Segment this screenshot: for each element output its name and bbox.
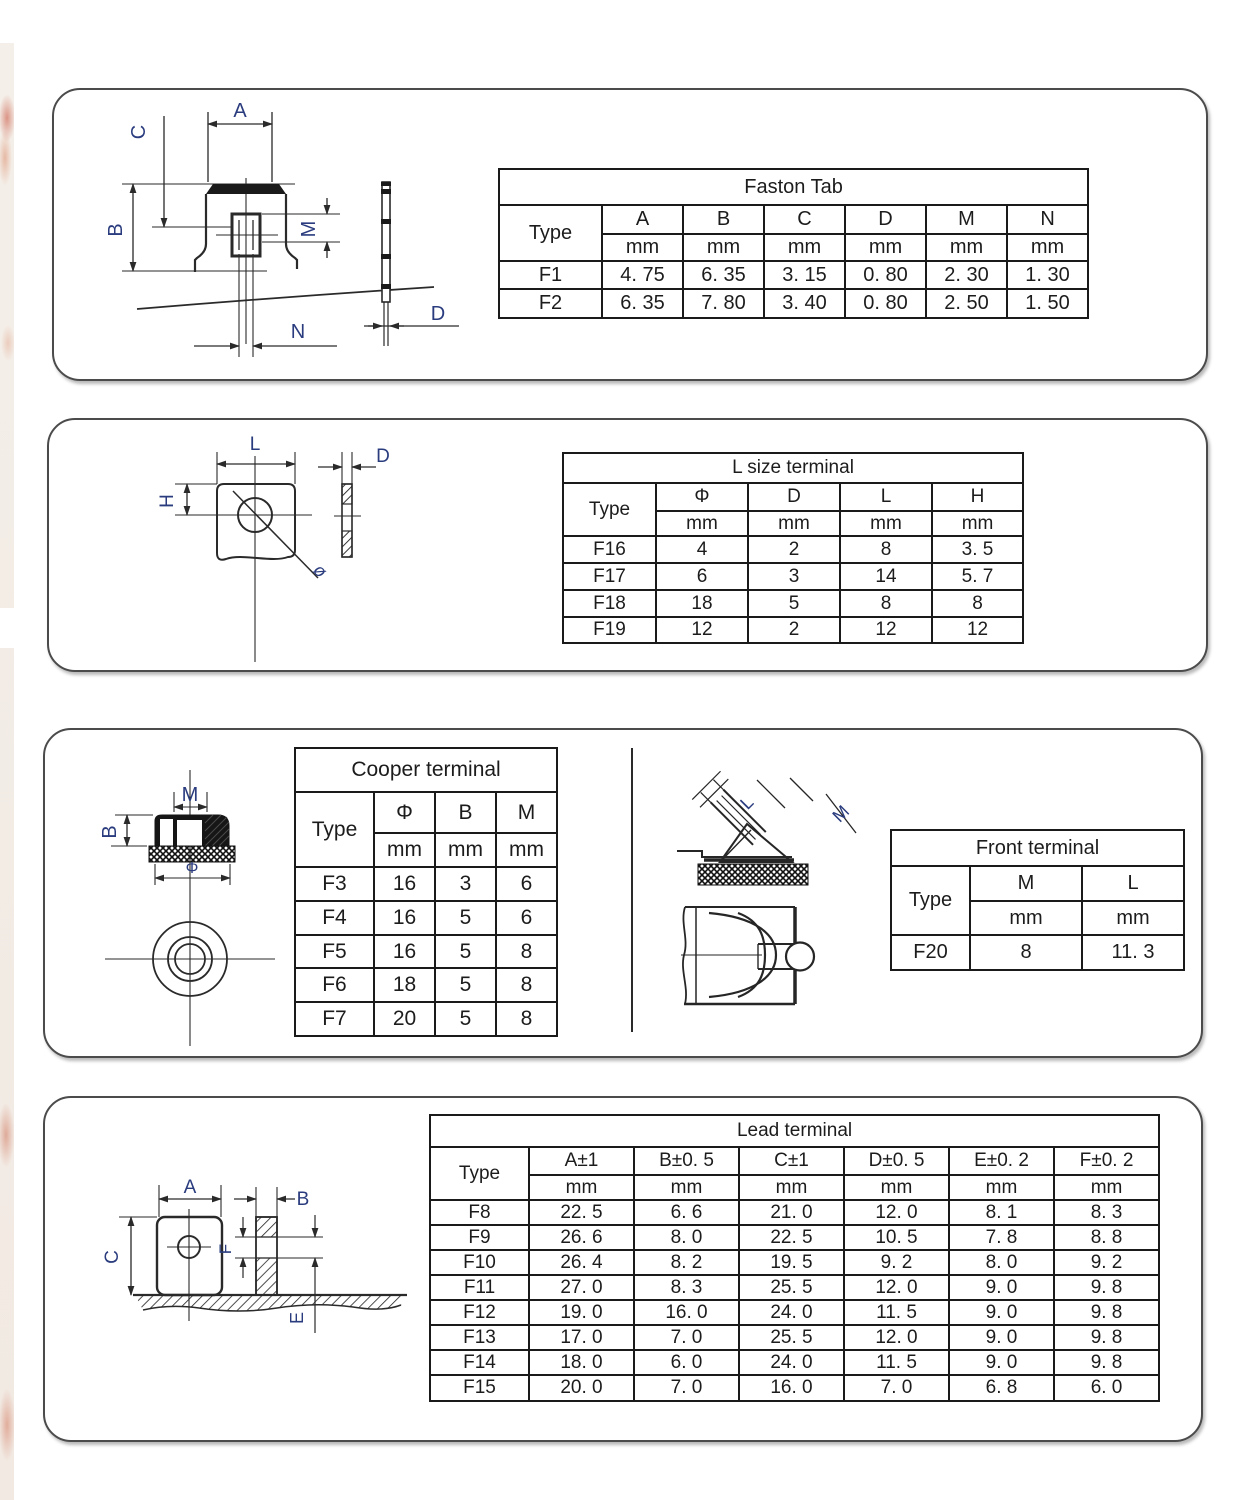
value-cell: 6. 8	[949, 1375, 1054, 1401]
dim-label-phi: ø	[309, 559, 332, 582]
value-cell: 18. 0	[529, 1350, 634, 1375]
unit-cell: mm	[748, 511, 840, 536]
table-row	[430, 1225, 1159, 1250]
table-row	[499, 289, 1088, 318]
unit-cell: mm	[970, 901, 1082, 935]
unit-cell: mm	[844, 1175, 949, 1200]
value-cell: 3	[748, 563, 840, 590]
value-cell: 3. 5	[932, 536, 1023, 563]
unit-cell: mm	[1082, 901, 1184, 935]
cooper-front-terminal-panel	[43, 728, 1203, 1058]
value-cell: 8. 0	[634, 1225, 739, 1250]
unit-cell: mm	[529, 1175, 634, 1200]
front-terminal-drawing	[654, 767, 899, 1052]
col-header: A±1	[529, 1147, 634, 1175]
value-cell: 16	[374, 901, 435, 935]
table-title-row	[891, 830, 1184, 866]
table-title-row	[295, 748, 557, 792]
unit-cell: mm	[1007, 234, 1088, 261]
value-cell: 7. 0	[634, 1375, 739, 1401]
value-cell: 6. 0	[1054, 1375, 1159, 1401]
row-type: F14	[430, 1350, 529, 1375]
col-header: C	[764, 205, 845, 234]
value-cell: 8	[840, 590, 932, 617]
value-cell: 6	[656, 563, 748, 590]
table-row	[430, 1375, 1159, 1401]
value-cell: 5	[435, 901, 496, 935]
l-size-terminal-panel	[47, 418, 1208, 672]
value-cell: 25. 5	[739, 1275, 844, 1300]
type-header: Type	[563, 483, 656, 536]
page-edge-texture	[0, 43, 14, 1500]
unit-cell: mm	[656, 511, 748, 536]
row-type: F10	[430, 1250, 529, 1275]
value-cell: 6	[496, 867, 557, 901]
value-cell: 9. 0	[949, 1325, 1054, 1350]
cooper-terminal-drawing	[97, 758, 302, 1050]
value-cell: 26. 6	[529, 1225, 634, 1250]
value-cell: 6. 35	[683, 261, 764, 289]
unit-cell: mm	[949, 1175, 1054, 1200]
dim-label-m: M	[828, 801, 854, 827]
front-terminal-table	[890, 829, 1185, 971]
value-cell: 22. 5	[529, 1200, 634, 1225]
unit-cell: mm	[435, 833, 496, 867]
col-header: C±1	[739, 1147, 844, 1175]
value-cell: 16. 0	[739, 1375, 844, 1401]
dim-label-b: B	[296, 1189, 310, 1210]
row-type: F15	[430, 1375, 529, 1401]
faston-tab-drawing	[82, 94, 492, 371]
table-row	[295, 935, 557, 968]
value-cell: 17. 0	[529, 1325, 634, 1350]
value-cell: 8. 3	[634, 1275, 739, 1300]
l-size-terminal-drawing	[132, 434, 467, 666]
value-cell: 5	[748, 590, 840, 617]
table-row	[430, 1300, 1159, 1325]
dim-label-c: C	[128, 124, 150, 140]
dim-label-d: D	[430, 303, 446, 325]
col-header: D	[748, 483, 840, 511]
table-row	[499, 261, 1088, 289]
table-title-row	[499, 169, 1088, 205]
value-cell: 12	[932, 617, 1023, 643]
value-cell: 9. 2	[1054, 1250, 1159, 1275]
value-cell: 8. 8	[1054, 1225, 1159, 1250]
value-cell: 7. 0	[844, 1375, 949, 1401]
table-row	[295, 968, 557, 1002]
row-type: F9	[430, 1225, 529, 1250]
value-cell: 1. 50	[1007, 289, 1088, 318]
row-type: F13	[430, 1325, 529, 1350]
value-cell: 12	[840, 617, 932, 643]
table-row	[430, 1350, 1159, 1375]
faston-tab-panel	[52, 88, 1208, 381]
value-cell: 9. 0	[949, 1350, 1054, 1375]
value-cell: 12. 0	[844, 1325, 949, 1350]
table-header-row	[499, 205, 1088, 234]
type-header: Type	[891, 866, 970, 935]
table-title-row	[430, 1115, 1159, 1147]
value-cell: 20	[374, 1002, 435, 1036]
value-cell: 8	[496, 968, 557, 1002]
col-header: M	[926, 205, 1007, 234]
value-cell: 1. 30	[1007, 261, 1088, 289]
value-cell: 11. 5	[844, 1300, 949, 1325]
value-cell: 3	[435, 867, 496, 901]
value-cell: 7. 80	[683, 289, 764, 318]
col-header: F±0. 2	[1054, 1147, 1159, 1175]
value-cell: 9. 0	[949, 1300, 1054, 1325]
dim-label-n: N	[290, 321, 306, 343]
col-header: D±0. 5	[844, 1147, 949, 1175]
value-cell: 3. 40	[764, 289, 845, 318]
value-cell: 7. 8	[949, 1225, 1054, 1250]
row-type: F17	[563, 563, 656, 590]
value-cell: 8. 1	[949, 1200, 1054, 1225]
value-cell: 26. 4	[529, 1250, 634, 1275]
value-cell: 8. 0	[949, 1250, 1054, 1275]
type-header: Type	[499, 205, 602, 261]
col-header: B±0. 5	[634, 1147, 739, 1175]
unit-cell: mm	[374, 833, 435, 867]
row-type: F2	[499, 289, 602, 318]
page-edge-gap	[0, 608, 14, 648]
col-header: B	[683, 205, 764, 234]
lead-terminal-panel	[43, 1096, 1203, 1442]
value-cell: 19. 5	[739, 1250, 844, 1275]
value-cell: 16	[374, 867, 435, 901]
col-header: Φ	[374, 792, 435, 833]
value-cell: 2	[748, 536, 840, 563]
value-cell: 21. 0	[739, 1200, 844, 1225]
table-row	[295, 901, 557, 935]
table-header-row	[430, 1147, 1159, 1175]
l-size-terminal-table	[562, 452, 1024, 644]
row-type: F6	[295, 968, 374, 1002]
unit-cell: mm	[739, 1175, 844, 1200]
value-cell: 10. 5	[844, 1225, 949, 1250]
value-cell: 9. 0	[949, 1275, 1054, 1300]
value-cell: 7. 0	[634, 1325, 739, 1350]
value-cell: 9. 8	[1054, 1325, 1159, 1350]
lead-terminal-drawing	[95, 1165, 420, 1385]
table-row	[891, 935, 1184, 970]
table-row	[430, 1275, 1159, 1300]
type-header: Type	[430, 1147, 529, 1200]
unit-cell: mm	[602, 234, 683, 261]
unit-row	[430, 1175, 1159, 1200]
value-cell: 14	[840, 563, 932, 590]
unit-cell: mm	[1054, 1175, 1159, 1200]
dim-label-d: D	[376, 446, 390, 467]
row-type: F19	[563, 617, 656, 643]
value-cell: 4	[656, 536, 748, 563]
value-cell: 6. 35	[602, 289, 683, 318]
value-cell: 4. 75	[602, 261, 683, 289]
table-title: Lead terminal	[430, 1115, 1159, 1147]
row-type: F1	[499, 261, 602, 289]
value-cell: 12	[656, 617, 748, 643]
table-title: Faston Tab	[499, 169, 1088, 205]
table-title: L size terminal	[563, 453, 1023, 483]
dim-label-m: M	[298, 220, 320, 238]
col-header: A	[602, 205, 683, 234]
value-cell: 5	[435, 968, 496, 1002]
value-cell: 8	[970, 935, 1082, 970]
dim-label-b: B	[99, 825, 121, 839]
value-cell: 24. 0	[739, 1300, 844, 1325]
unit-cell: mm	[840, 511, 932, 536]
unit-cell: mm	[845, 234, 926, 261]
faston-tab-table	[498, 168, 1089, 319]
value-cell: 16. 0	[634, 1300, 739, 1325]
value-cell: 9. 2	[844, 1250, 949, 1275]
dim-label-e: E	[287, 1311, 307, 1325]
cooper-terminal-table	[294, 747, 558, 1037]
row-type: F5	[295, 935, 374, 968]
col-header: M	[970, 866, 1082, 901]
dim-label-c: C	[102, 1250, 123, 1264]
row-type: F11	[430, 1275, 529, 1300]
value-cell: 6	[496, 901, 557, 935]
dim-label-m: M	[181, 784, 199, 806]
col-header: B	[435, 792, 496, 833]
value-cell: 3. 15	[764, 261, 845, 289]
value-cell: 8. 3	[1054, 1200, 1159, 1225]
dim-label-l: L	[249, 434, 261, 455]
row-type: F18	[563, 590, 656, 617]
table-row	[295, 867, 557, 901]
table-row	[563, 563, 1023, 590]
unit-cell: mm	[926, 234, 1007, 261]
dim-label-f: F	[216, 1243, 235, 1255]
col-header: M	[496, 792, 557, 833]
dim-label-b: B	[105, 223, 127, 237]
table-header-row	[891, 866, 1184, 901]
value-cell: 18	[374, 968, 435, 1002]
unit-cell: mm	[932, 511, 1023, 536]
table-row	[430, 1325, 1159, 1350]
row-type: F8	[430, 1200, 529, 1225]
col-header: H	[932, 483, 1023, 511]
value-cell: 8	[840, 536, 932, 563]
row-type: F12	[430, 1300, 529, 1325]
value-cell: 18	[656, 590, 748, 617]
value-cell: 2. 50	[926, 289, 1007, 318]
value-cell: 2	[748, 617, 840, 643]
value-cell: 8. 2	[634, 1250, 739, 1275]
col-header: D	[845, 205, 926, 234]
panel-divider	[631, 748, 633, 1032]
value-cell: 0. 80	[845, 261, 926, 289]
value-cell: 9. 8	[1054, 1350, 1159, 1375]
value-cell: 5	[435, 1002, 496, 1036]
table-row	[563, 617, 1023, 643]
type-header: Type	[295, 792, 374, 867]
value-cell: 11. 3	[1082, 935, 1184, 970]
col-header: L	[1082, 866, 1184, 901]
value-cell: 6. 6	[634, 1200, 739, 1225]
value-cell: 5. 7	[932, 563, 1023, 590]
dim-label-phi: Φ	[185, 860, 199, 877]
table-title-row	[563, 453, 1023, 483]
value-cell: 22. 5	[739, 1225, 844, 1250]
value-cell: 16	[374, 935, 435, 968]
row-type: F20	[891, 935, 970, 970]
value-cell: 9. 8	[1054, 1300, 1159, 1325]
lead-terminal-table	[429, 1114, 1160, 1402]
value-cell: 6. 0	[634, 1350, 739, 1375]
table-header-row	[563, 483, 1023, 511]
value-cell: 2. 30	[926, 261, 1007, 289]
unit-cell: mm	[634, 1175, 739, 1200]
value-cell: 11. 5	[844, 1350, 949, 1375]
value-cell: 0. 80	[845, 289, 926, 318]
table-row	[563, 590, 1023, 617]
value-cell: 12. 0	[844, 1200, 949, 1225]
dim-label-l: L	[736, 792, 758, 814]
table-row	[295, 1002, 557, 1036]
col-header: E±0. 2	[949, 1147, 1054, 1175]
value-cell: 25. 5	[739, 1325, 844, 1350]
table-header-row	[295, 792, 557, 833]
row-type: F4	[295, 901, 374, 935]
value-cell: 27. 0	[529, 1275, 634, 1300]
row-type: F16	[563, 536, 656, 563]
value-cell: 12. 0	[844, 1275, 949, 1300]
value-cell: 8	[496, 1002, 557, 1036]
unit-cell: mm	[496, 833, 557, 867]
dim-label-h: H	[157, 494, 178, 508]
value-cell: 8	[932, 590, 1023, 617]
row-type: F7	[295, 1002, 374, 1036]
value-cell: 8	[496, 935, 557, 968]
table-row	[430, 1200, 1159, 1225]
col-header: Φ	[656, 483, 748, 511]
col-header: N	[1007, 205, 1088, 234]
dim-label-a: A	[233, 100, 247, 122]
dim-label-a: A	[183, 1177, 197, 1198]
row-type: F3	[295, 867, 374, 901]
value-cell: 5	[435, 935, 496, 968]
table-title: Front terminal	[891, 830, 1184, 866]
table-row	[430, 1250, 1159, 1275]
col-header: L	[840, 483, 932, 511]
table-title: Cooper terminal	[295, 748, 557, 792]
value-cell: 20. 0	[529, 1375, 634, 1401]
value-cell: 19. 0	[529, 1300, 634, 1325]
unit-cell: mm	[764, 234, 845, 261]
table-row	[563, 536, 1023, 563]
value-cell: 9. 8	[1054, 1275, 1159, 1300]
value-cell: 24. 0	[739, 1350, 844, 1375]
unit-cell: mm	[683, 234, 764, 261]
